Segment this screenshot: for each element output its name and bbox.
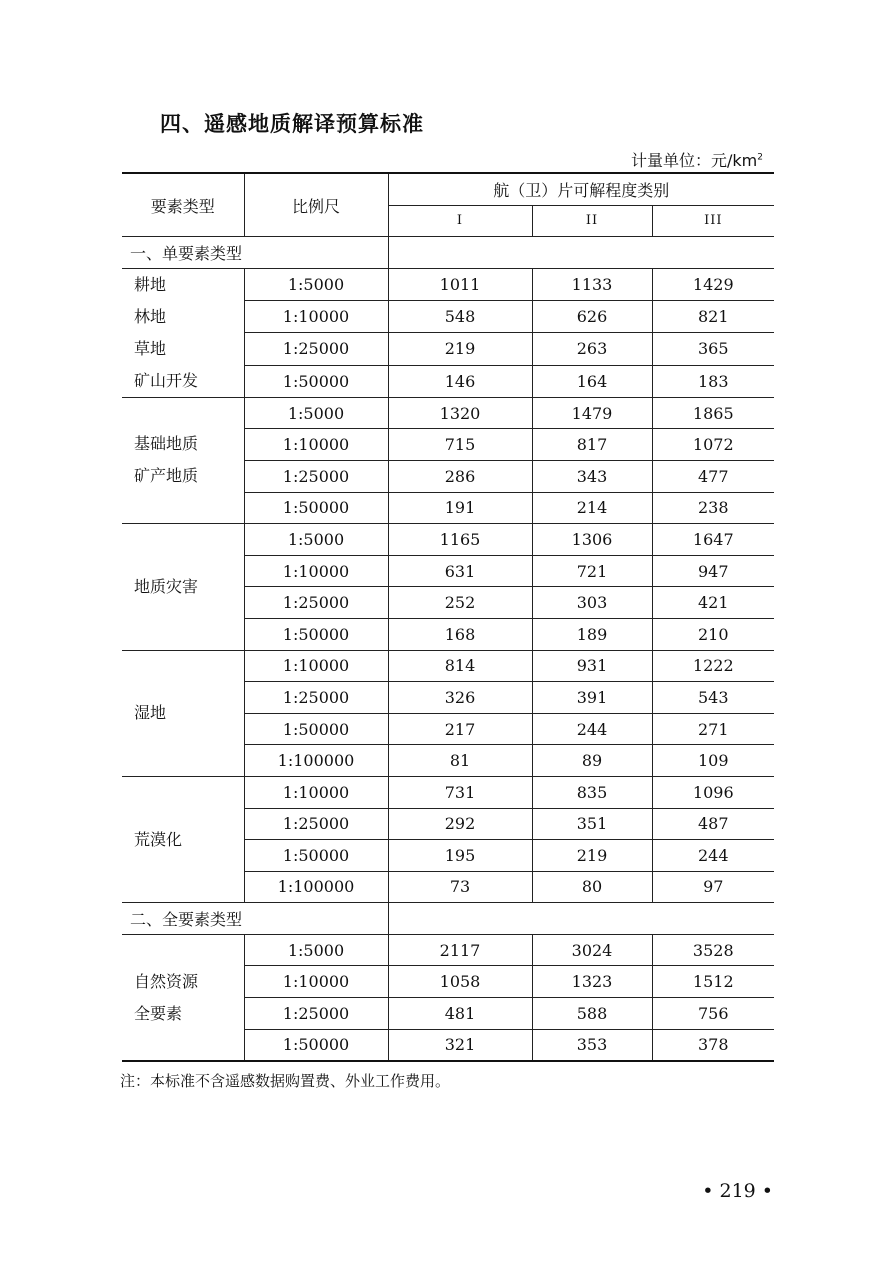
value-cell: 3024 [532,934,652,966]
value-cell: 391 [532,682,652,714]
section-empty-cell [388,237,774,269]
value-cell: 81 [388,745,532,777]
page-number: • 219 • [702,1180,773,1202]
table-row [122,524,774,556]
scale-cell: 1:5000 [244,524,388,556]
scale-cell: 1:5000 [244,934,388,966]
unit-label [631,148,763,171]
value-cell: 238 [652,492,774,524]
value-cell: 1647 [652,524,774,556]
value-cell: 217 [388,713,532,745]
value-cell: 168 [388,618,532,650]
value-cell: 292 [388,808,532,840]
value-cell: 947 [652,555,774,587]
scale-cell: 1:10000 [244,776,388,808]
value-cell: 189 [532,618,652,650]
scale-cell: 1:10000 [244,966,388,998]
budget-table [122,172,774,1062]
value-cell: 263 [532,333,652,365]
table-row [122,397,774,429]
value-cell: 244 [532,713,652,745]
scale-cell: 1:50000 [244,713,388,745]
footnote: 注：本标准不含遥感数据购置费、外业工作费用。 [120,1072,451,1090]
unit-superscript: 2 [757,152,763,163]
scale-cell: 1:25000 [244,808,388,840]
value-cell: 183 [652,365,774,397]
scale-cell: 1:50000 [244,492,388,524]
value-cell: 756 [652,998,774,1030]
value-cell: 421 [652,587,774,619]
scale-cell: 1:10000 [244,555,388,587]
element-type-name: 自然资源 [134,971,199,991]
scale-cell: 1:5000 [244,397,388,429]
value-cell: 271 [652,713,774,745]
scale-cell: 1:25000 [244,333,388,365]
value-cell: 353 [532,1029,652,1061]
value-cell: 365 [652,333,774,365]
value-cell: 477 [652,460,774,492]
value-cell: 378 [652,1029,774,1061]
scale-cell: 1:50000 [244,618,388,650]
element-type-cell [122,650,244,776]
value-cell: 252 [388,587,532,619]
value-cell: 1479 [532,397,652,429]
value-cell: 1011 [388,268,532,300]
value-cell: 219 [532,840,652,872]
element-type-name: 矿山开发 [134,370,199,390]
value-cell: 2117 [388,934,532,966]
table-row [122,776,774,808]
value-cell: 481 [388,998,532,1030]
element-type-name: 全要素 [134,1003,183,1023]
scale-cell: 1:25000 [244,682,388,714]
value-cell: 214 [532,492,652,524]
element-type-cell [122,524,244,650]
element-type-name: 草地 [134,338,167,358]
section-label: 一、单要素类型 [122,237,388,269]
value-cell: 814 [388,650,532,682]
scale-cell: 1:50000 [244,840,388,872]
header-category-group: 航（卫）片可解程度类别 [388,173,774,205]
table-row [122,650,774,682]
scale-cell: 1:100000 [244,745,388,777]
value-cell: 244 [652,840,774,872]
value-cell: 543 [652,682,774,714]
value-cell: 715 [388,429,532,461]
scale-cell: 1:25000 [244,460,388,492]
element-type-cell [122,397,244,523]
value-cell: 1320 [388,397,532,429]
table-row [122,268,774,300]
scale-cell: 1:10000 [244,301,388,333]
value-cell: 1165 [388,524,532,556]
value-cell: 89 [532,745,652,777]
value-cell: 109 [652,745,774,777]
element-type-name: 林地 [134,306,167,326]
table-row [122,934,774,966]
element-type-name: 基础地质 [134,434,199,454]
value-cell: 1865 [652,397,774,429]
value-cell: 3528 [652,934,774,966]
value-cell: 219 [388,333,532,365]
value-cell: 1512 [652,966,774,998]
value-cell: 588 [532,998,652,1030]
value-cell: 626 [532,301,652,333]
value-cell: 487 [652,808,774,840]
value-cell: 286 [388,460,532,492]
value-cell: 1429 [652,268,774,300]
value-cell: 1096 [652,776,774,808]
element-type-cell [122,268,244,397]
scale-cell: 1:50000 [244,1029,388,1061]
header-scale: 比例尺 [244,173,388,237]
value-cell: 195 [388,840,532,872]
scale-cell: 1:100000 [244,871,388,903]
value-cell: 731 [388,776,532,808]
element-type-cell [122,934,244,1061]
value-cell: 821 [652,301,774,333]
value-cell: 1133 [532,268,652,300]
value-cell: 1323 [532,966,652,998]
element-type-name: 湿地 [134,703,167,723]
value-cell: 1058 [388,966,532,998]
scale-cell: 1:5000 [244,268,388,300]
element-type-name: 耕地 [134,274,167,294]
table-body [122,237,774,1062]
scale-cell: 1:10000 [244,429,388,461]
value-cell: 1306 [532,524,652,556]
value-cell: 931 [532,650,652,682]
scale-cell: 1:50000 [244,365,388,397]
unit-text: 计量单位：元/km [631,151,758,170]
value-cell: 210 [652,618,774,650]
value-cell: 97 [652,871,774,903]
value-cell: 73 [388,871,532,903]
element-type-cell [122,776,244,902]
value-cell: 351 [532,808,652,840]
section-row [122,237,774,269]
value-cell: 326 [388,682,532,714]
header-class-1: I [388,205,532,237]
value-cell: 80 [532,871,652,903]
value-cell: 1222 [652,650,774,682]
value-cell: 835 [532,776,652,808]
scale-cell: 1:10000 [244,650,388,682]
section-label: 二、全要素类型 [122,903,388,935]
value-cell: 548 [388,301,532,333]
section-row [122,903,774,935]
scale-cell: 1:25000 [244,587,388,619]
element-type-name: 地质灾害 [134,576,199,596]
page-title: 四、遥感地质解译预算标准 [160,112,424,136]
value-cell: 817 [532,429,652,461]
section-empty-cell [388,903,774,935]
value-cell: 1072 [652,429,774,461]
value-cell: 164 [532,365,652,397]
value-cell: 191 [388,492,532,524]
header-element-type: 要素类型 [122,173,244,237]
value-cell: 343 [532,460,652,492]
value-cell: 631 [388,555,532,587]
value-cell: 721 [532,555,652,587]
element-type-name: 矿产地质 [134,466,199,486]
element-type-name: 荒漠化 [134,829,183,849]
scale-cell: 1:25000 [244,998,388,1030]
value-cell: 321 [388,1029,532,1061]
header-class-2: II [532,205,652,237]
value-cell: 303 [532,587,652,619]
value-cell: 146 [388,365,532,397]
header-class-3: III [652,205,774,237]
